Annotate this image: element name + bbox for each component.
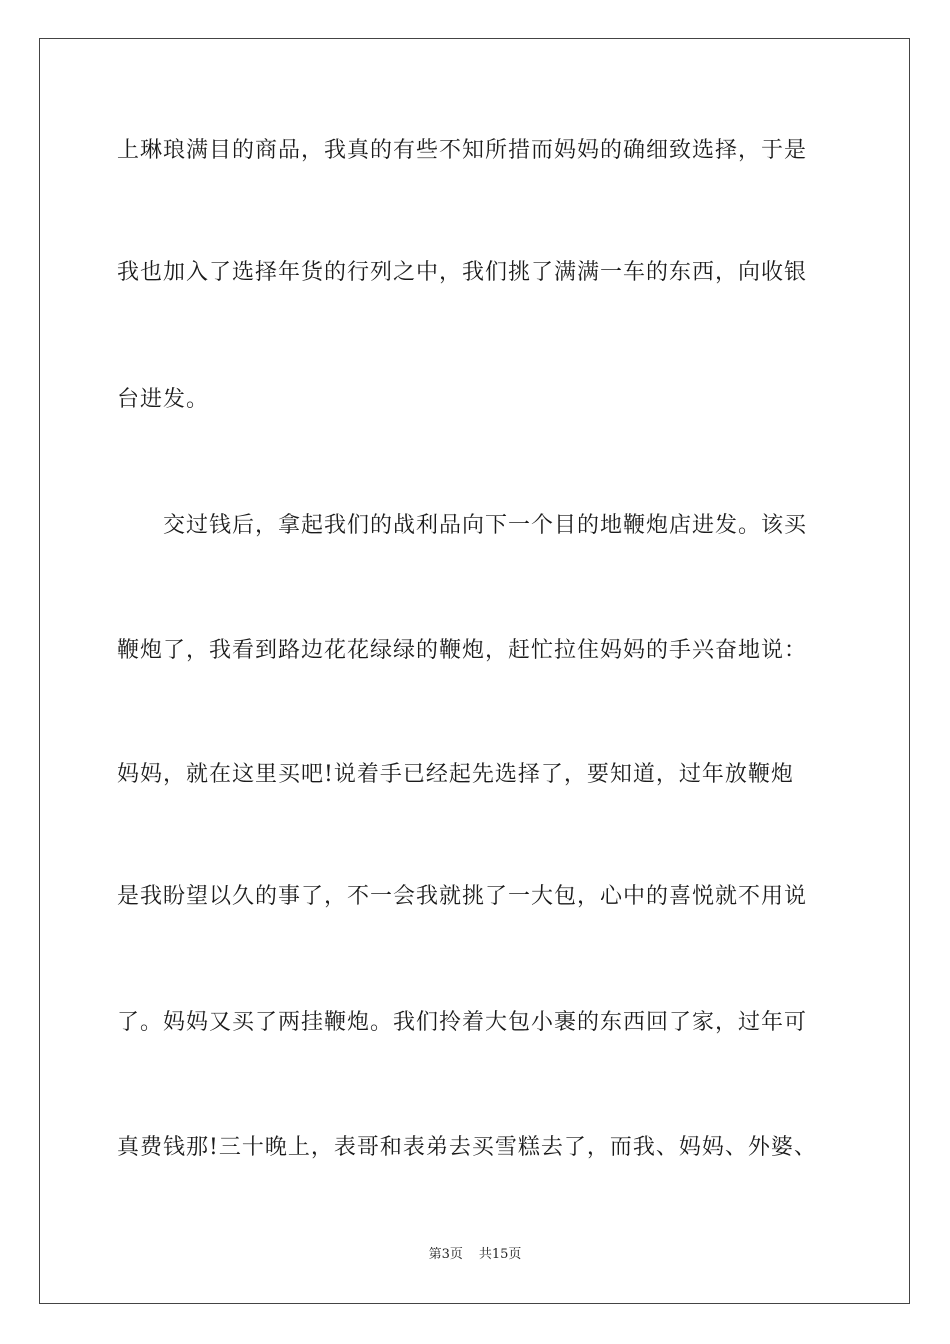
- text-line-4-paragraph-start: 交过钱后，拿起我们的战利品向下一个目的地鞭炮店进发。该买: [163, 513, 808, 538]
- page-border: [39, 38, 910, 1304]
- text-line-8: 了。妈妈又买了两挂鞭炮。我们拎着大包小裹的东西回了家，过年可: [117, 1010, 808, 1035]
- text-line-7: 是我盼望以久的事了，不一会我就挑了一大包，心中的喜悦就不用说: [117, 884, 808, 909]
- text-line-6: 妈妈，就在这里买吧!说着手已经起先选择了，要知道，过年放鞭炮: [117, 762, 794, 787]
- text-line-9: 真费钱那!三十晚上，表哥和表弟去买雪糕去了，而我、妈妈、外婆、: [117, 1135, 817, 1160]
- page-number: 第3页: [428, 1247, 463, 1262]
- text-line-3: 台进发。: [117, 387, 210, 412]
- page-footer: [0, 1246, 950, 1264]
- text-line-5: 鞭炮了，我看到路边花花绿绿的鞭炮，赶忙拉住妈妈的手兴奋地说：: [117, 638, 808, 663]
- total-pages: 共15页: [478, 1247, 522, 1262]
- text-line-1: 上琳琅满目的商品，我真的有些不知所措而妈妈的确细致选择，于是: [117, 138, 808, 163]
- text-line-2: 我也加入了选择年货的行列之中，我们挑了满满一车的东西，向收银: [117, 260, 808, 285]
